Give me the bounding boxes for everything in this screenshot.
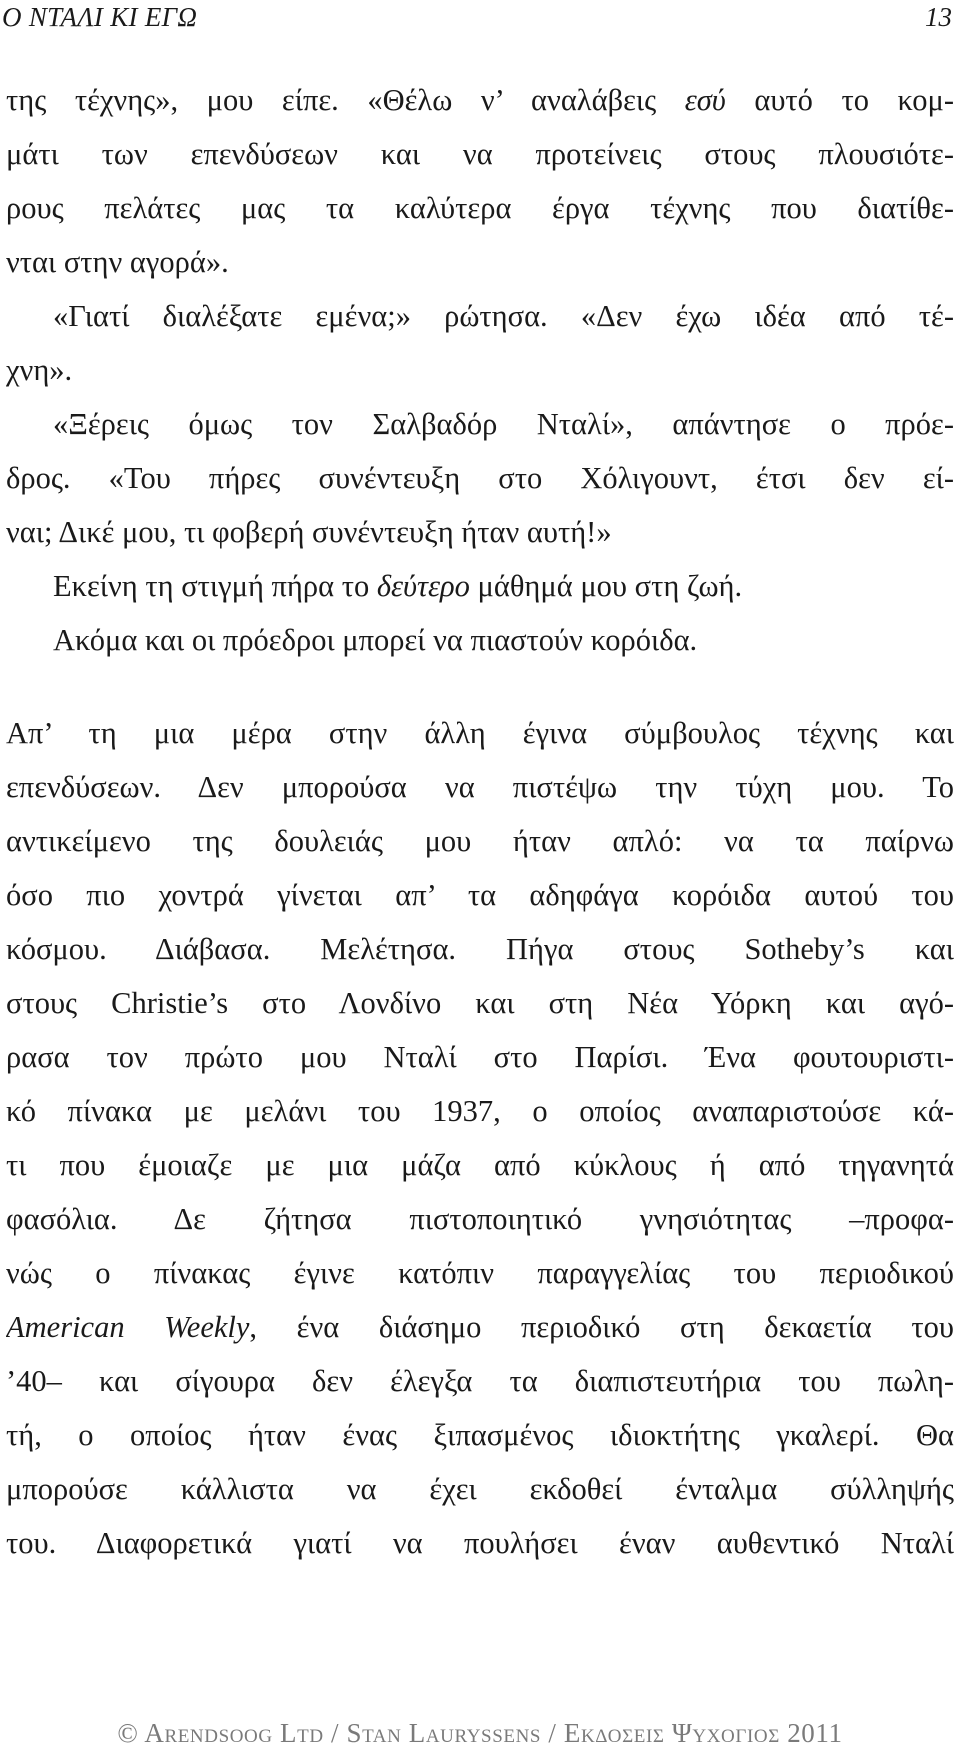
text-line: ρους πελάτες μας τα καλύτερα έργα τέχνης που διατίθε- <box>6 191 954 225</box>
page-number: 13 <box>925 2 952 32</box>
text-line: μπορούσε κάλλιστα να έχει εκδοθεί ένταλμα σύλληψής <box>6 1472 954 1506</box>
text-line: της τέχνης», μου είπε. «Θέλω ν’ αναλάβεις εσύ αυτό το κομ- <box>6 83 954 117</box>
text-line: μάτι των επενδύσεων και να προτείνεις στους πλουσιότε- <box>6 137 954 171</box>
text-line: του. Διαφορετικά γιατί να πουλήσει έναν αυθεντικό Νταλί <box>6 1526 954 1560</box>
body-text-bottom <box>6 706 954 1570</box>
text-line: φασόλια. Δε ζήτησα πιστοποιητικό γνησιότητας –προφα- <box>6 1202 954 1236</box>
copyright-footer: © Arendsoog Ltd / Stan Lauryssens / Εκδοσεισ Ψυχογιοσ 2011 <box>117 1718 843 1748</box>
emphasis: εσύ <box>684 83 726 117</box>
text-line: Απ’ τη μια μέρα στην άλλη έγινα σύμβουλος τέχνης και <box>6 716 954 750</box>
text-line: Εκείνη τη στιγμή πήρα το δεύτερο μάθημά μου στη ζωή. <box>53 569 743 603</box>
text-line: ρασα τον πρώτο μου Νταλί στο Παρίσι. Ένα φουτουριστι- <box>6 1040 954 1074</box>
running-header <box>0 0 952 40</box>
text-line: ναι; Δικέ μου, τι φοβερή συνέντευξη ήταν αυτή!» <box>6 515 612 549</box>
text-line: American Weekly, ένα διάσημο περιοδικό στη δεκαετία του <box>6 1310 954 1344</box>
text-line: Ακόμα και οι πρόεδροι μπορεί να πιαστούν κορόιδα. <box>53 623 698 657</box>
text-line: νώς ο πίνακας έγινε κατόπιν παραγγελίας του περιοδικού <box>6 1256 954 1290</box>
text-line: τή, ο οποίος ήταν ένας ξιπασμένος ιδιοκτήτης γκαλερί. Θα <box>6 1418 954 1452</box>
text-line: κόσμου. Διάβασα. Μελέτησα. Πήγα στους Sotheby’s και <box>6 932 954 966</box>
text-line: τι που έμοιαζε με μια μάζα από κύκλους ή από τηγανητά <box>6 1148 954 1182</box>
emphasis: American Weekly <box>6 1310 250 1344</box>
text-line: όσο πιο χοντρά γίνεται απ’ τα αδηφάγα κορόιδα αυτού του <box>6 878 954 912</box>
text-line: «Ξέρεις όμως τον Σαλβαδόρ Νταλί», απάντησε ο πρόε- <box>53 407 954 441</box>
text-line: επενδύσεων. Δεν μπορούσα να πιστέψω την τύχη μου. Το <box>6 770 954 804</box>
body-text-top <box>6 73 954 667</box>
text-line: στους Christie’s στο Λονδίνο και στη Νέα Υόρκη και αγό- <box>6 986 954 1020</box>
text-line: κό πίνακα με μελάνι του 1937, ο οποίος αναπαριστούσε κά- <box>6 1094 954 1128</box>
text-line: χνη». <box>6 353 73 387</box>
text-line: δρος. «Του πήρες συνέντευξη στο Χόλιγουντ, έτσι δεν εί- <box>6 461 954 495</box>
running-title: Ο ΝΤΑΛΙ ΚΙ ΕΓΩ <box>2 2 198 32</box>
text-line: αντικείμενο της δουλειάς μου ήταν απλό: να τα παίρνω <box>6 824 954 858</box>
text-line: ’40– και σίγουρα δεν έλεγξα τα διαπιστευτήρια του πωλη- <box>6 1364 954 1398</box>
emphasis: δεύτερο <box>376 569 470 603</box>
text-line: νται στην αγορά». <box>6 245 229 279</box>
text-line: «Γιατί διαλέξατε εμένα;» ρώτησα. «Δεν έχω ιδέα από τέ- <box>53 299 954 333</box>
